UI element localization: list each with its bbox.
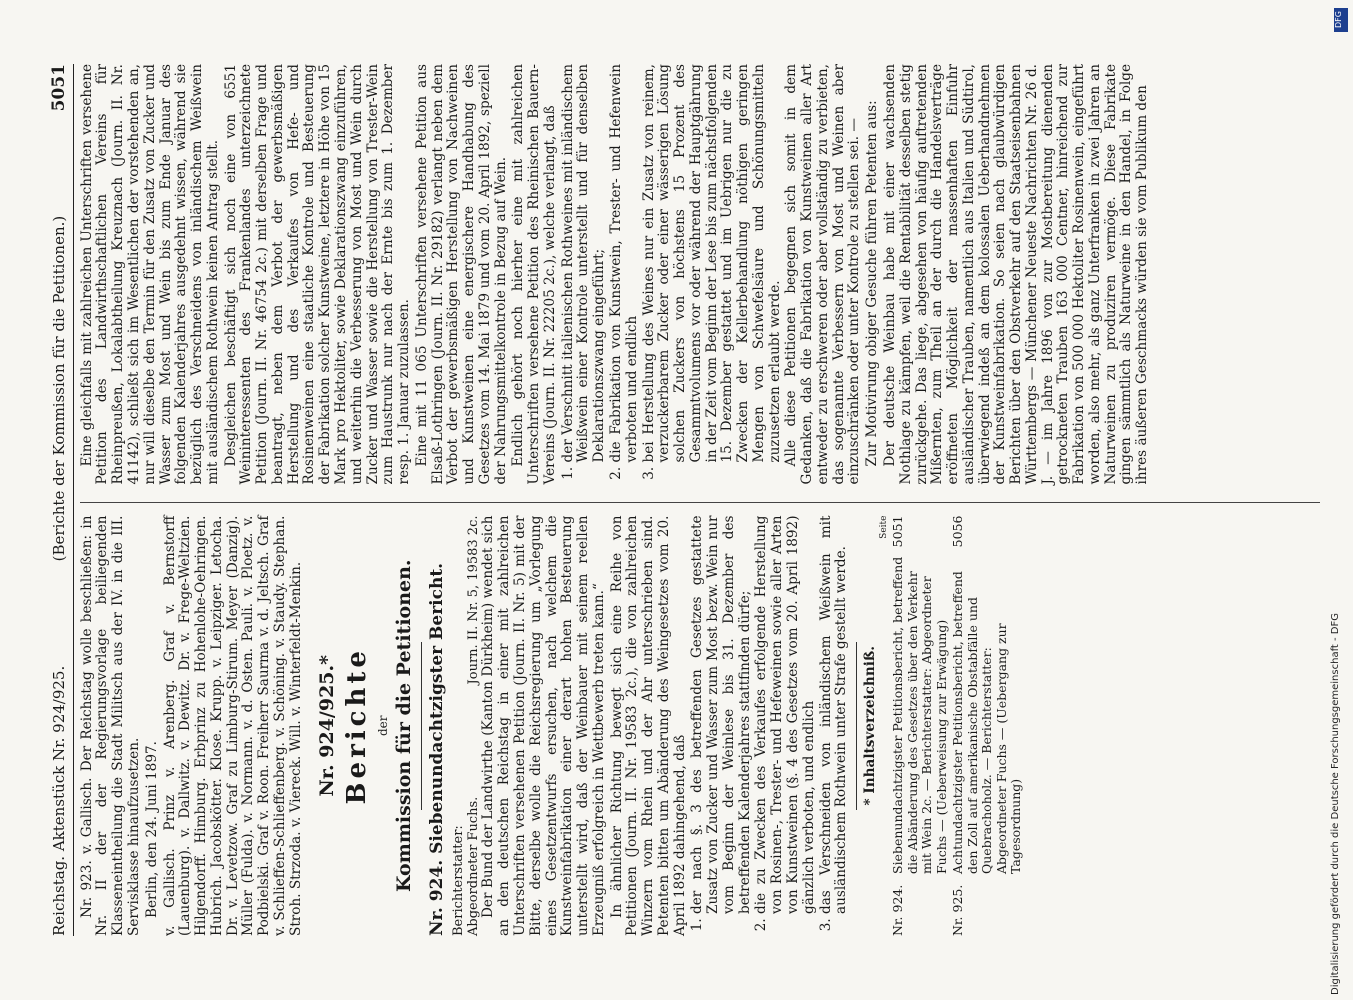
body-paragraph-1: Der Bund der Landwirthe (Kanton Dürkheim) wendet sich an den deutschen Reichstag in einer mit zahlreichen Unterschriften versehenen Petition (Journ. II. Nr. 5) mit der Bitte, derselbe wolle die Reichsregierung um „Vorlegung eines Gesetzentwurfs ersuchen, nach welchem die Kunstweinfabrikation einer derart hohen Besteuerung unterstellt wird, daß der Weinbauer mit seinem reellen Erzeugniß erfolgreich in Wettbewerb treten kann.“ [480,515,607,936]
toc-entry-page: 5056 [950,515,966,548]
reporter-row [466,516,481,937]
left-column [80,503,1320,937]
body-paragraph: Alle diese Petitionen begegnen sich somit in dem Gedanken, daß die Fabrikation von Kunstweinen aller Art entweder zu erschweren oder aber vollständig zu verbieten, das sogenannte Verbessern von Most und Weinen aber einzuschränken oder unter Kontrole zu stellen sei. — [783,64,863,485]
commission-title: Kommission für die Petitionen. [392,559,415,893]
list-item: 2. die Fabrikation von Kunstwein, Trester- und Hefenwein verboten und endlich [609,64,641,463]
rotated-document-page [40,50,1340,950]
dfg-logo: DFG [1334,8,1348,32]
toc-title: * Inhaltsverzeichniß. [862,646,879,806]
list-item: 1. der Verschnitt italienischen Rothweines mit inländischem Weißwein einer Kontrole unterstellt und für denselben Deklarationszwang eingeführt; [561,64,608,463]
list-item: 1. der nach §. 3 des betreffenden Gesetzes gestattete Zusatz von Zucker und Wasser zum Most bezw. Wein nur vom Beginn der Weinlese bis 31. Dezember des betreffenden Kalenderjahres stattfinden dürfe; [690,516,753,915]
motion-date: Berlin, den 24. Juni 1897. [143,741,160,918]
toc-seite-label: Seite [878,515,889,539]
body-paragraph: Desgleichen beschäftigt sich noch eine von 6551 Weininteressenten des Frankenlandes unterzeichnete Petition (Journ. II. Nr. 46754 2c.) mit derselben Frage und beantragt, neben dem Verbot der gewerbsmäßigen Herstellung und des Verkaufes von Hefe- und Rosinenweinen eine staatliche Kontrole und Besteuerung der Fabrikation solcher Kunstweine, letztere in Höhe von 15 Mark pro Hektoliter, sowie Deklarationszwang einzuführen, und weiterhin die Verbesserung von Most und Wein durch Zucker und Wasser sowie die Herstellung von Trester-Wein zum Haustrunk nur nach der Ernte bis zum 1. Dezember resp. 1. Januar zuzulassen. [222,64,413,485]
toc-entry [891,516,949,937]
section-title: Berichte [342,647,373,805]
toc-entry-number: Nr. 924. [890,884,906,936]
header-left: Reichstag. Aktenstück Nr. 924/925. [50,665,68,936]
digitization-credit: Digitalisierung gefördert durch die Deutsche Forschungsgemeinschaft - DFG [1330,612,1341,995]
page-number: 5051 [49,64,69,112]
body-paragraph: Zur Motivirung obiger Gesuche führen Petenten aus: [864,100,881,467]
toc-entry-text: Siebenundachtzigster Petitionsbericht, betreffend die Abänderung des Gesetzes über den Verkehr mit Wein 2c. — Berichterstatter: Abgeordneter Fuchs — (Ueberweisung zur Erwägung) [890,556,949,874]
page-header [50,64,74,936]
toc-entry-number: Nr. 925. [950,884,966,936]
body-paragraph: Eine gleichfalls mit zahlreichen Unterschriften versehene Petition des Landwirthschaftlichen Vereins für Rheinpreußen, Lokalabtheilung Kreuznach (Journ. II. Nr. 41142), schließt sich im Wesentlichen der vorstehenden an, nur will dieselbe den Termin für den Zusatz von Zucker und Wasser zum Most und Wein bis zum Ende Januar des folgenden Kalenderjahres ausgedehnt wissen, während sie bezüglich des Verschneidens von inländischem Weißwein mit ausländischem Rothwein keinen Antrag stellt. [78,64,221,485]
divider [421,642,422,810]
body-paragraph-2: In ähnlicher Richtung bewegt sich eine Reihe von Petitionen (Journ. II. Nr. 19583 2c.), die von zahlreichen Winzern vom Rhein und der Ahr unterschrieben sind. Petenten bitten um Abänderung des Weingesetzes vom 20. April 1892 dahingehend, daß [608,515,688,936]
body-paragraph: Endlich gehört noch hierher eine mit zahlreichen Unterschriften versehene Petition des Rheinischen Bauern-Vereins (Journ. II. Nr. 22205 2c.), welche verlangt, daß [510,64,558,485]
toc-entry [951,516,1024,937]
list-item: 2. die zu Zwecken des Verkaufes erfolgende Herstellung von Rosinen-, Trester- und Hefeweinen sowie aller Arten von Kunstweinen (§. 4 des Gesetzes vom 20. April 1892) gänzlich verboten, und endlich [754,516,817,915]
header-center: (Berichte der Kommission für die Petitionen.) [50,215,68,562]
section-number: Nr. 924/925.* [316,654,339,797]
journal-ref: Journ. II. Nr. 5, 19583 2c. [466,515,482,685]
signatures: v. Gallisch. Prinz v. Arenberg. Graf v. Bernstorff (Lauenburg). v. Dallwitz. v. Dewitz. Dr. v. Frege-Weltzien. Hilgendorff. Himburg. Erbprinz zu Hohenlohe-Oehringen. Hubrich. Jacobskötter. Klose. Krupp. v. Leipziger. Letocha. Dr. v. Levetzow. Graf zu Limburg-Stirum. Meyer (Danzig). Müller (Fulda). v. Normann. v. d. Osten. Pauli. v. Ploetz. v. Podbielski. Graf v. Roon. Freiherr Saurma v. d. Jeltsch. Graf v. Schlieffen-Schlieffenberg. v. Schöning. v. Staudy. Stephan. Stroh. Strzoda. v. Viereck. Will. v. Winterfeldt-Menkin. [161,515,304,936]
body-paragraph: Der deutsche Weinbau habe mit einer wachsenden Nothlage zu kämpfen, weil die Rentabilität desselben stetig zurückgehe. Das liege, abgesehen von häufig auftretenden Mißernten, zum Theil an der durch die Handelsverträge eröffneten Möglichkeit der massenhaften Einfuhr ausländischer Trauben, namentlich aus Italien und Südtirol, überwiegend indeß an dem kolossalen Ueberhandnehmen der Kunstweinfabrikation. So seien nach glaubwürdigen Berichten über den Obstverkehr auf den Staatseisenbahnen Württembergs — Münchener Neueste Nachrichten Nr. 26 d. J. — im Jahre 1896 von zur Mostbereitung dienenden getrockneten Trauben 163 000 Centner, hinreichend zur Fabrikation von 500 000 Hektoliter Rosinenwein, eingeführt worden, also mehr, als ganz Unterfranken in zwei Jahren an Naturweinen zu produziren vermöge. Diese Fabrikate gingen sämmtlich als Naturweine in den Handel, in Folge ihres äußeren Geschmacks würden sie vom Publikum den [882,64,1151,485]
report-title: Nr. 924. Siebenundachtzigster Bericht. [426,562,447,936]
right-column [80,64,1320,485]
motion-923: Nr. 923. v. Gallisch. Der Reichstag wolle beschließen: in Nr. II der der Regierungsvorlage beiliegenden Klasseneintheilung die Stadt Militsch aus der IV. in die III. Servisklasse hinaufzusetzen. [78,515,143,936]
list-item: 3. das Verschneiden von inländischem Weißwein mit ausländischem Rothwein unter Strafe gestellt werde. [819,516,851,915]
list-item: 3. bei Herstellung des Weines nur ein Zusatz von reinem, verzuckerbarem Zucker oder einer wässerigen Lösung solchen Zuckers von höchstens 15 Prozent des Gesammtvolumens vor oder während der Hauptgährung in der Zeit vom Beginn der Lese bis zum nächstfolgenden 15. Dezember gestattet und im Uebrigen nur die zu Zwecken der Kellerbehandlung nöthigen geringen Mengen von Schwefelsäure und Schönungsmitteln zuzusetzen erlaubt werde. [642,64,784,463]
petition-demands-list [690,516,850,937]
reporter-label: Berichterstatter: [451,825,467,936]
divider [856,642,857,810]
petition-demands-list [561,64,784,485]
section-der: der [375,715,390,737]
toc-entry-page: 5051 [890,515,906,548]
body-paragraph: Eine mit 11 065 Unterschriften versehene Petition aus Elsaß-Lothringen (Journ. II. Nr. 29182) verlangt neben dem Verbot der gewerbsmäßigen Herstellung von Nachweinen und Kunstweinen eine energischere Handhabung des Gesetzes vom 14. Mai 1879 und vom 20. April 1892, speziell der Nahrungsmittelkontrole in Bezug auf Wein. [413,64,509,485]
reporter-name: Abgeordneter Fuchs. [466,796,482,936]
toc-entry-text: Achtundachtzigster Petitionsbericht, betreffend den Zoll auf amerikanische Obstabfälle und Quebrachoholz. — Berichterstatter: Abgeordneter Fuchs — (Uebergang zur Tagesordnung) [950,571,1024,874]
